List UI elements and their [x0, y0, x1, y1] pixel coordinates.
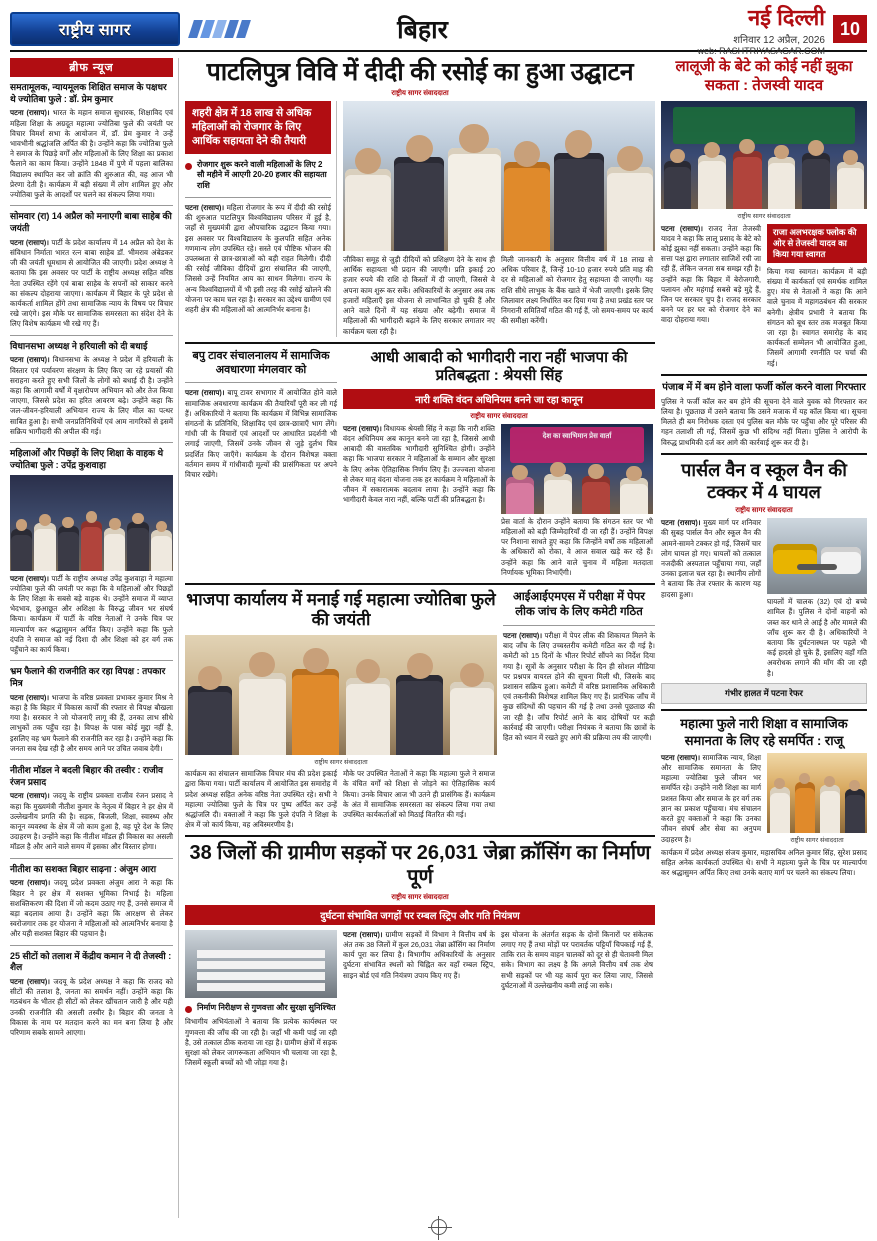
brief-item	[10, 211, 173, 329]
bjp-office-photo	[185, 635, 497, 755]
page-columns	[10, 58, 867, 1218]
accident-headline: पार्सल वैन व स्कूल वैन की टक्कर में 4 घायल	[681, 459, 847, 502]
dateline: पटना (रासाप)।	[10, 108, 50, 118]
nari-text-left	[343, 424, 495, 578]
bjp-office-headline: भाजपा कार्यालय में मनाई गई महात्मा ज्योतिबा फुले की जयंती	[186, 590, 496, 630]
lead-byline: राष्ट्रीय सागर संवाददाता	[391, 90, 449, 97]
aiims-headline: आईआईएमएस में परीक्षा में पेपर लीक जांच के लिए कमेटी गठित	[513, 591, 645, 618]
brief-body	[10, 791, 173, 852]
accident-right	[767, 518, 867, 679]
roads-left	[185, 930, 337, 1069]
roads-body-left: ग्रामीण सड़कों में विभाग ने वित्तीय वर्ष के अंत तक 38 जिलों में कुल 26,031 जेब्रा क्रॉसिंग का निर्माण कार्य पूरा कर लिया है। विभागीय अधिकारियों के अनुसार दुर्घटना संभावित स्थलों को चिह्नित कर वहाँ रम्बल स्ट्रिप, साइन बोर्ड एवं गति नियंत्रण उपाय किए गए हैं।	[343, 929, 496, 980]
raju-right	[767, 753, 867, 845]
brief-item	[10, 448, 173, 471]
brief-text: जदयू के राष्ट्रीय प्रवक्ता राजीव रंजन प्रसाद ने कहा कि मुख्यमंत्री नीतीश कुमार के नेतृत्व में बिहार ने हर क्षेत्र में उल्लेखनीय प्रगति की है। सड़क, बिजली, शिक्षा, स्वास्थ्य और कानून व्यवस्था के क्षेत्र में जो काम हुआ है, वह पूरे देश के लिए उदाहरण है। उन्होंने कहा कि नीतीश मॉडल ही विकास का असली मॉडल है और आने वाले समय में इसका और विस्तार होगा।	[10, 791, 173, 852]
brief-title: समतामूलक, न्यायमूलक शिक्षित समाज के पक्षधर थे ज्योतिबा फुले : डॉ. प्रेम कुमार	[10, 82, 167, 104]
brief-item	[10, 666, 173, 754]
nari-banner-text: देश का स्वाभिमान प्रेस वार्ता	[542, 433, 612, 441]
article-photo-ceremony	[10, 475, 173, 571]
accident-photo-vehicles	[767, 518, 867, 594]
brief-body	[10, 574, 173, 656]
masthead	[10, 5, 867, 56]
raju-caption: राष्ट्रीय सागर संवाददाता	[790, 836, 844, 844]
lead-body-left: महिला रोजगार के रूप में दीदी की रसोई की शुरुआत पाटलिपुत्र विश्वविद्यालय परिसर में हुई है, जहाँ से मुख्यमंत्री द्वारा औपचारिक उद्घाटन किया गया। इस अवसर पर विश्वविद्यालय के कुलपति सहित अनेक गणमान्य लोग उपस्थित रहे। सस्ते एवं पौष्टिक भोजन की उपलब्धता से छात्र-छात्राओं को बड़ी राहत मिलेगी। दीदी की रसोई जीविका दीदियों द्वारा संचालित की जाएगी, जिससे उन्हें नियमित आय का साधन मिलेगा। राज्य के अन्य विश्वविद्यालयों में भी इसी तरह की रसोई खोलने की योजना पर काम चल रहा है। सरकार का उद्देश्य ग्रामीण एवं शहरी क्षेत्र की महिलाओं को आत्मनिर्भर बनाना है।	[185, 202, 331, 315]
dateline: पटना (रासाप)।	[661, 223, 704, 233]
brief-body	[10, 878, 173, 939]
dateline: पटना (रासाप)।	[343, 423, 382, 433]
roads-body-right: इस योजना के अंतर्गत सड़क के दोनों किनारों पर संकेतक लगाए गए हैं तथा मोड़ों पर परावर्तक पट्टियाँ चिपकाई गई हैं, ताकि रात के समय वाहन चालकों को दूर से ही चेतावनी मिल सके। विभाग का लक्ष्य है कि अगले वित्तीय वर्ष तक शेष सभी सड़कों पर भी यह कार्य पूरा कर लिया जाए, जिससे दुर्घटनाओं में उल्लेखनीय कमी लाई जा सके।	[501, 929, 653, 990]
lead-col-left	[185, 101, 337, 337]
lead-body-right: मिली जानकारी के अनुसार वित्तीय वर्ष में 18 लाख से अधिक परिवार हैं, जिन्हें 10-10 हजार रुपये प्रति माह की दर से महिलाओं को रोजगार हेतु सहायता दी जाएगी। यह राशि सीधे लाभुक के बैंक खाते में भेजी जाएगी। इसके लिए जिलावार लक्ष्य निर्धारित कर दिया गया है तथा प्रखंड स्तर पर निगरानी समितियाँ गठित की गई हैं, जो समय-समय पर कार्य की समीक्षा करेंगी।	[501, 255, 653, 326]
publication-logo: राष्ट्रीय सागर	[10, 12, 180, 46]
brief-body	[10, 238, 173, 330]
lead-text-mid	[343, 255, 495, 337]
roads-photo-zebra-crossing	[185, 930, 337, 998]
dateline: पटना (रासाप)।	[10, 237, 50, 247]
dateline: पटना (रासाप)।	[661, 752, 701, 762]
brief-title: 25 सीटों को तलाश में केंद्रीय कमान ने दी तेजस्वी : शैल	[10, 950, 172, 973]
roads-byline: राष्ट्रीय सागर संवाददाता	[391, 893, 449, 901]
brief-text: विधानसभा के अध्यक्ष ने प्रदेश में हरियाली के विस्तार एवं पर्यावरण संरक्षण के लिए किए जा रहे प्रयासों की सराहना करते हुए सभी जिलों के लोगों को बधाई दी है। उन्होंने कहा कि आगामी वर्षों में वृक्षारोपण अभियान को और तेज किया जाएगा, जिससे प्रदेश का हरित आवरण बढ़े। उन्होंने कहा कि जल-जीवन-हरियाली अभियान राज्य के लिए मील का पत्थर साबित हुआ है। सभी जनप्रतिनिधियों एवं आम नागरिकों से इसमें सक्रिय भागीदारी की अपील की गई।	[10, 355, 173, 436]
brief-text: पार्टी के राष्ट्रीय अध्यक्ष उपेंद्र कुशवाहा ने महात्मा ज्योतिबा फुले की जयंती पर कहा कि वे महिलाओं और पिछड़ों के लिए शिक्षा के सबसे बड़े वाहक थे। उन्होंने समाज में व्याप्त भेदभाव, छुआछूत और अशिक्षा के विरुद्ध जीवन भर संघर्ष किया। कार्यक्रम में पार्टी के वरिष्ठ नेताओं ने उनके चित्र पर माल्यार्पण कर श्रद्धासुमन अर्पित किए। उन्होंने कहा कि फुले दंपति ने समाज को नई दिशा दी और शिक्षा को हर वर्ग तक पहुँचाने का कार्य किया।	[10, 573, 173, 655]
second-block	[185, 349, 655, 578]
brief-body	[10, 977, 173, 1038]
brief-news-header: ब्रीफ न्यूज	[10, 58, 173, 77]
roads-text-mid	[185, 1017, 337, 1068]
roads-headline: 38 जिलों की ग्रामीण सड़कों पर 26,031 जेब्रा क्रॉसिंग का निर्माण पूर्ण	[189, 842, 651, 889]
third-block	[185, 590, 655, 830]
welcome-red-bar: राजा अलभरक्षक फ्लोक की ओर से तेजस्वी यादव का किया गया स्वागत	[767, 224, 867, 263]
lead-photo-inauguration	[343, 101, 655, 251]
brief-item	[10, 864, 173, 940]
brief-body	[10, 693, 173, 754]
punjab-headline: पंजाब में में बम होने वाला फर्जी कॉल करने वाला गिरफ्तार	[662, 381, 866, 393]
brief-item	[10, 765, 173, 853]
roads-story	[185, 842, 655, 1068]
brief-item	[10, 82, 173, 200]
brief-item	[10, 951, 173, 1039]
dateline: पटना (रासाप)।	[10, 573, 49, 583]
lead-text-left	[185, 203, 331, 315]
nari-headline: आधी आबादी को भागीदारी नारा नहीं भाजपा की प्रतिबद्धता : श्रेयसी सिंह	[370, 348, 628, 384]
nari-shakti-story	[343, 349, 655, 578]
page-number: 10	[833, 15, 867, 43]
nari-body-left: विधायक श्रेयसी सिंह ने कहा कि नारी शक्ति वंदन अधिनियम अब कानून बनने जा रहा है, जिससे आधी आबादी की वास्तविक भागीदारी सुनिश्चित होगी। उन्होंने कहा कि भाजपा सरकार ने महिलाओं के सम्मान और सुरक्षा के लिए अनेक ऐतिहासिक निर्णय लिए हैं। उज्ज्वला योजना से लेकर मातृ वंदना योजना तक हर कार्यक्रम ने महिलाओं के जीवन में सकारात्मक बदलाव लाया है। उन्होंने कहा कि भागीदारी केवल नारा नहीं, बल्कि पार्टी की प्रतिबद्धता है।	[343, 423, 496, 505]
edition-date: शनिवार 12 अप्रैल, 2026	[733, 35, 825, 46]
bapu-tower-body	[185, 388, 337, 480]
brief-title: विधानसभा अध्यक्ष ने हरियाली को दी बधाई	[10, 340, 148, 351]
roads-text-right	[501, 930, 653, 1069]
brief-text: जदयू के प्रदेश अध्यक्ष ने कहा कि राजद को सीटों की तलाश है, जनता का समर्थन नहीं। उन्होंने कहा कि गठबंधन के भीतर ही सीटों को लेकर खींचतान जारी है और यही उनकी राजनीति की असली तस्वीर है। बिहार की जनता ने विकास के नाम पर मतदान करने का मन बना लिया है और परिणाम सबके सामने आएगा।	[10, 977, 173, 1038]
accident-body-right: घायलों में चालक (32) एवं दो बच्चे शामिल हैं। पुलिस ने दोनों वाहनों को जब्त कर थाने ले आई है और मामले की जाँच शुरू कर दी है। अधिकारियों ने बताया कि दुर्घटनास्थल पर पहले भी कई हादसे हो चुके हैं, इसलिए वहाँ गति अवरोधक लगाने की माँग की जा रही है।	[767, 597, 867, 678]
punjab-text: पुलिस ने फर्जी कॉल कर बम होने की सूचना देने वाले युवक को गिरफ्तार कर लिया है। पूछताछ में उसने बताया कि उसने मजाक में यह कॉल किया था। सूचना मिलते ही बम निरोधक दस्ता एवं पुलिस बल मौके पर पहुँचा और पूरे परिसर की गहन तलाशी ली गई, जिसमें कुछ भी संदिग्ध नहीं मिला। पुलिस ने आरोपी के विरुद्ध प्राथमिकी दर्ज कर आगे की कार्रवाई शुरू कर दी है।	[661, 396, 867, 447]
raju-body: सामाजिक न्याय, शिक्षा और सामाजिक समानता के लिए महात्मा ज्योतिबा फुले जीवन भर समर्पित रहे। उन्होंने नारी शिक्षा का मार्ग प्रशस्त किया और समाज के हर वर्ग तक ज्ञान का प्रकाश पहुँचाया। मंच संचालन करते हुए वक्ताओं ने कहा कि उनका जीवन संघर्ष और सेवा का अनुपम उदाहरण है।	[661, 752, 762, 844]
edition-info	[570, 2, 825, 56]
aiims-text: परीक्षा में पेपर लीक की शिकायत मिलने के बाद जाँच के लिए उच्चस्तरीय कमेटी गठित कर दी गई है। कमेटी को 15 दिनों के भीतर रिपोर्ट सौंपने का निर्देश दिया गया है। सूत्रों के अनुसार परीक्षा के दिन ही सोशल मीडिया पर प्रश्नपत्र वायरल होने की सूचना मिली थी, जिसके बाद प्रशासन सक्रिय हुआ। कमेटी में वरिष्ठ प्रशासनिक अधिकारी एवं तकनीकी विशेषज्ञ शामिल किए गए हैं। प्रारंभिक जाँच में कुछ संदिग्धों की पहचान की गई है तथा उनसे पूछताछ की जा रही है। जाँच रिपोर्ट आने के बाद दोषियों पर कड़ी कार्रवाई की जाएगी। परीक्षा नियंत्रक ने बताया कि छात्रों के हित को ध्यान में रखते हुए आगे की प्रक्रिया तय की जाएगी।	[503, 630, 656, 743]
brief-title: महिलाओं और पिछड़ों के लिए शिक्षा के वाहक थे ज्योतिबा फुले : उपेंद्र कुशवाहा	[10, 448, 164, 470]
dateline: पटना (रासाप)।	[10, 791, 50, 801]
accident-byline: राष्ट्रीय सागर संवाददाता	[735, 507, 793, 515]
bullet-dot-icon	[185, 163, 192, 170]
website-url: web: RASHTRIYASAGAR.COM	[697, 46, 825, 56]
lalu-caption: राष्ट्रीय सागर संवाददाता	[737, 212, 791, 220]
nari-photo-press-conference	[501, 424, 653, 514]
roads-bullet-text: निर्माण निरीक्षण से गुणवत्ता और सुरक्षा सुनिश्चित	[197, 1002, 336, 1012]
decorative-stripes	[185, 8, 275, 50]
lalu-text	[661, 224, 761, 369]
brief-title: नीतीश मॉडल ने बदली बिहार की तस्वीर : राजीव रंजन प्रसाद	[10, 764, 164, 787]
brief-text: भारत के महान समाज सुधारक, शिक्षाविद एवं महिला शिक्षा के अग्रदूत महात्मा ज्योतिबा फुले की जयंती पर विचार विमर्श सभा के आयोजन में, डॉ. प्रेम कुमार ने उन्हें भावभीनी श्रद्धांजलि अर्पित की है। उन्होंने कहा कि ज्योतिबा फुले ने समाज के पिछड़े वर्गों और महिलाओं के लिए शिक्षा का प्रकाश फैलाने का काम किया। उन्होंने 1848 में पुणे में पहला बालिका विद्यालय स्थापित कर जो क्रांति की शुरुआत की, वह आज भी प्रेरणा देती है। कार्यक्रम में बड़ी संख्या में लोग शामिल हुए और ज्योतिबा फुले के आदर्शों पर चलने का संकल्प लिया गया।	[10, 108, 174, 200]
roads-red-bar: दुर्घटना संभावित जगहों पर रम्बल स्ट्रिप और गति नियंत्रण	[185, 905, 655, 925]
raju-photo-garlanding	[767, 753, 867, 833]
dateline: पटना (रासाप)।	[503, 630, 543, 640]
bapu-tower-text: बापू टावर सभागार में आयोजित होने वाले सामाजिक अवधारणा कार्यक्रम की तैयारियाँ पूरी कर ली गई हैं। अधिकारियों ने बताया कि कार्यक्रम में विभिन्न सामाजिक संगठनों के प्रतिनिधि, शिक्षाविद एवं छात्र-छात्राएँ भाग लेंगे। गांधी जी के विचारों एवं आदर्शों पर आधारित प्रदर्शनी भी लगाई जाएगी, जिसमें उनके जीवन से जुड़े दुर्लभ चित्र प्रदर्शित किए जाएँगे। कार्यक्रम के दौरान विशेषज्ञ वक्ता वर्तमान समय में गांधीवादी मूल्यों की प्रासंगिकता पर अपने विचार रखेंगे।	[185, 388, 337, 480]
brief-text: भाजपा के वरिष्ठ प्रवक्ता प्रभाकर कुमार मिश्र ने कहा है कि बिहार में विकास कार्यों की रफ्तार से विपक्ष बौखला गया है। सरकार ने जो योजनाएँ लागू की हैं, उनका लाभ सीधे लाभुकों तक पहुँच रहा है। विपक्ष के पास कोई मुद्दा नहीं है, इसलिए वह भ्रम फैलाने की राजनीति कर रहा है। उन्होंने कहा कि जनता सब देख रही है और समय आने पर उचित जवाब देगी।	[10, 692, 173, 753]
roads-body-mid: विभागीय अभियंताओं ने बताया कि प्रत्येक कार्यस्थल पर गुणवत्ता की जाँच की जा रही है। जहाँ भी कमी पाई जा रही है, उसे तत्काल ठीक कराया जा रहा है। ग्रामीण क्षेत्रों में सड़क सुरक्षा को लेकर जागरूकता अभियान भी चलाया जा रहा है, जिसमें स्कूली बच्चों को भी जोड़ा गया है।	[185, 1017, 337, 1068]
masthead-logo-area	[10, 8, 185, 50]
roads-text-left	[343, 930, 495, 1069]
lead-bullet-text: रोजगार शुरू करने वाली महिलाओं के लिए 2 सौ महीने में आएगी 20-20 हजार की सहायता राशि	[197, 159, 327, 191]
brief-body	[10, 108, 173, 200]
bjp-office-caption: राष्ट्रीय सागर संवाददाता	[314, 759, 368, 767]
lalu-body: राजद नेता तेजस्वी यादव ने कहा कि लालू प्रसाद के बेटे को कोई झुका नहीं सकता। उन्होंने कहा कि सत्ता पक्ष द्वारा लगातार साजिशें रची जा रही हैं, लेकिन जनता सब समझ रही है। उन्होंने कहा कि बिहार में बेरोजगारी, पलायन और महंगाई सबसे बड़े मुद्दे हैं, जिन पर सरकार चुप है। राजद सरकार बनने पर हर घर को रोजगार देने का वादा दोहराया गया।	[661, 223, 762, 325]
nari-text-right	[501, 517, 653, 578]
lead-text-right	[501, 255, 653, 337]
brief-text: जदयू प्रदेश प्रवक्ता अंजुम आरा ने कहा कि बिहार ने हर क्षेत्र में सशक्त भूमिका निभाई है। महिला सशक्तिकरण की दिशा में जो कदम उठाए गए हैं, उनसे समाज में बड़ा बदलाव आया है। उन्होंने कहा कि आरक्षण से लेकर स्वरोजगार तक हर योजना ने महिलाओं को आत्मनिर्भर बनाया है और यही सशक्त बिहार की पहचान है।	[10, 878, 173, 939]
brief-text: पार्टी के प्रदेश कार्यालय में 14 अप्रैल को देश के संविधान निर्माता भारत रत्न बाबा साहेब डॉ. भीमराव अंबेडकर जी की जयंती धूमधाम से आयोजित की जाएगी। प्रदेश अध्यक्ष ने बताया कि इस अवसर पर पार्टी के राष्ट्रीय अध्यक्ष सहित वरिष्ठ नेता उपस्थित रहेंगे एवं बाबा साहेब के सपनों को साकार करने का संकल्प दोहराया जाएगा। कार्यक्रम में बिहार के पूरे प्रदेश से कार्यकर्ता शामिल होंगे तथा सामाजिक न्याय के विषय पर विचार रखे जाएंगे। इस मौके पर सामाजिक समरसता का संदेश देने के लिए विशेष कार्यक्रम भी रखे गए हैं।	[10, 237, 173, 329]
lead-col-right	[343, 101, 655, 337]
dateline: पटना (रासाप)।	[10, 692, 50, 702]
edition-city: नई दिल्ली	[747, 5, 825, 30]
dateline: पटना (रासाप)।	[185, 388, 225, 398]
brief-title: नीतीश का सशक्त बिहार साढ़ना : अंजुम आरा	[10, 863, 157, 874]
lead-body-mid: जीविका समूह से जुड़ी दीदियों को प्रशिक्षण देने के साथ ही आर्थिक सहायता भी प्रदान की जाएगी। प्रति इकाई 20 हजार रुपये की राशि दो किस्तों में दी जाएगी, जिससे वे अपना काम शुरू कर सकें। अधिकारियों के अनुसार अब तक हजारों महिलाएँ इस योजना से लाभान्वित हो चुकी हैं और आने वाले दिनों में यह संख्या और बढ़ेगी। समाज में महिलाओं की भागीदारी बढ़ाने के लिए सरकार लगातार नए कार्यक्रम चला रही है।	[343, 255, 495, 336]
bjp-office-text-right: मौके पर उपस्थित नेताओं ने कहा कि महात्मा फुले ने समाज के वंचित वर्गों को शिक्षा से जोड़ने का ऐतिहासिक कार्य किया। उनके विचार आज भी उतने ही प्रासंगिक हैं। कार्यक्रम के अंत में सामाजिक समरसता का संकल्प लिया गया तथा उपस्थित कार्यकर्ताओं को मिठाई वितरित की गई।	[343, 769, 495, 820]
section-title: बिहार	[397, 16, 448, 44]
nari-red-bar: नारी शक्ति वंदन अधिनियम बनने जा रहा कानून	[343, 389, 655, 409]
roads-bullet	[185, 1003, 337, 1014]
brief-title: भ्रम फैलाने की राजनीति कर रहा विपक्ष : तपकार मित्र	[10, 666, 166, 688]
lead-article-body	[185, 101, 655, 337]
column-brief-news	[10, 58, 179, 1218]
dateline: पटना (रासाप)।	[343, 929, 383, 939]
dateline: पटना (रासाप)।	[661, 518, 701, 528]
bapu-tower-headline: बपु टावर संचालनालय में सामाजिक अवधारणा मंगलवार को	[192, 349, 330, 377]
accident-body-left: मुख्य मार्ग पर शनिवार की सुबह पार्सल वैन और स्कूल वैन की आमने-सामने टक्कर हो गई, जिसमें चार लोग घायल हो गए। घायलों को तत्काल नजदीकी अस्पताल पहुँचाया गया, जहाँ उनका इलाज चल रहा है। स्थानीय लोगों ने बताया कि तेज रफ्तार के कारण यह हादसा हुआ।	[661, 518, 761, 599]
dateline: पटना (रासाप)।	[10, 878, 51, 888]
dateline: पटना (रासाप)।	[10, 355, 50, 365]
raju-body-2: कार्यक्रम में प्रदेश अध्यक्ष संजय कुमार, महासचिव अनिल कुमार सिंह, सुरेश प्रसाद सहित अनेक कार्यकर्ता उपस्थित थे। सभी ने महात्मा फुले के चित्र पर माल्यार्पण कर श्रद्धासुमन अर्पित किए तथा उनके बताए मार्ग पर चलने का संकल्प लिया।	[661, 847, 867, 878]
bjp-office-story	[185, 590, 497, 830]
dateline: पटना (रासाप)।	[185, 202, 225, 212]
dateline: पटना (रासाप)।	[10, 977, 50, 986]
section-title-area	[275, 8, 570, 50]
nari-right	[501, 424, 653, 578]
column-right	[661, 58, 867, 1218]
accident-text-left	[661, 518, 761, 679]
bjp-office-text-left: कार्यक्रम का संचालन सामाजिक विचार मंच की प्रदेश इकाई द्वारा किया गया। पार्टी कार्यालय में आयोजित इस समारोह में प्रदेश अध्यक्ष सहित अनेक वरिष्ठ नेता उपस्थित रहे। सभी ने महात्मा ज्योतिबा फुले के चित्र पर पुष्प अर्पित कर उन्हें श्रद्धांजलि दी। वक्ताओं ने कहा कि फुले दंपति ने शिक्षा के क्षेत्र में जो कार्य किया, वह अविस्मरणीय है।	[185, 769, 337, 830]
raju-text	[661, 753, 761, 845]
center-region	[185, 58, 655, 1218]
lalu-headline: लालूजी के बेटे को कोई नहीं झुका सकता : तेजस्वी यादव	[675, 58, 853, 94]
brief-body	[10, 355, 173, 437]
aiims-body	[503, 631, 655, 743]
bullet-dot-icon	[185, 1006, 192, 1013]
bapu-tower-story	[185, 349, 337, 578]
brief-item	[10, 341, 173, 437]
raju-headline: महात्मा फुले नारी शिक्षा व सामाजिक समानता के लिए रहे समर्पित : राजू	[680, 716, 848, 748]
welcome-block	[767, 224, 867, 369]
nari-byline: राष्ट्रीय सागर संवाददाता	[470, 412, 528, 420]
masthead-right	[570, 5, 867, 56]
brief-title: सोमवार (रा) 14 अप्रैल को मनाएगी बाबा साहेब की जयंती	[10, 211, 172, 234]
accident-caption: गंभीर हालत में पटना रेफर	[661, 683, 867, 704]
welcome-text: किया गया स्वागत। कार्यक्रम में बड़ी संख्या में कार्यकर्ता एवं समर्थक शामिल हुए। मंच से नेताओं ने कहा कि आने वाले चुनाव में महागठबंधन की सरकार बनेगी। क्षेत्रीय प्रभारी ने बताया कि संगठन को बूथ स्तर तक मजबूत किया जा रहा है। स्वागत समारोह के बाद कार्यकर्ता सम्मेलन भी आयोजित हुआ, जिसमें आगामी रणनीति पर चर्चा की गई।	[767, 266, 867, 368]
registration-mark-icon	[431, 1219, 447, 1235]
lalu-photo-event	[661, 101, 867, 209]
lead-headline: पाटलिपुत्र विवि में दीदी की रसोई का हुआ उद्घाटन	[206, 58, 634, 86]
nari-body-right: प्रेस वार्ता के दौरान उन्होंने बताया कि संगठन स्तर पर भी महिलाओं को बड़ी जिम्मेदारियाँ दी जा रही हैं। उन्होंने विपक्ष पर निशाना साधते हुए कहा कि जिन्होंने वर्षों तक महिलाओं के अधिकारों को रोका, वे आज सवाल खड़े कर रहे हैं। उन्होंने कहा कि आने वाले चुनाव में महिला मतदाता निर्णायक भूमिका निभाएँगी।	[501, 516, 653, 577]
aiims-story	[503, 590, 655, 830]
lead-red-strip: शहरी क्षेत्र में 18 लाख से अधिक महिलाओं को रोजगार के लिए आर्थिक सहायता देने की तैयारी	[185, 101, 331, 154]
lead-bullet	[185, 160, 331, 192]
